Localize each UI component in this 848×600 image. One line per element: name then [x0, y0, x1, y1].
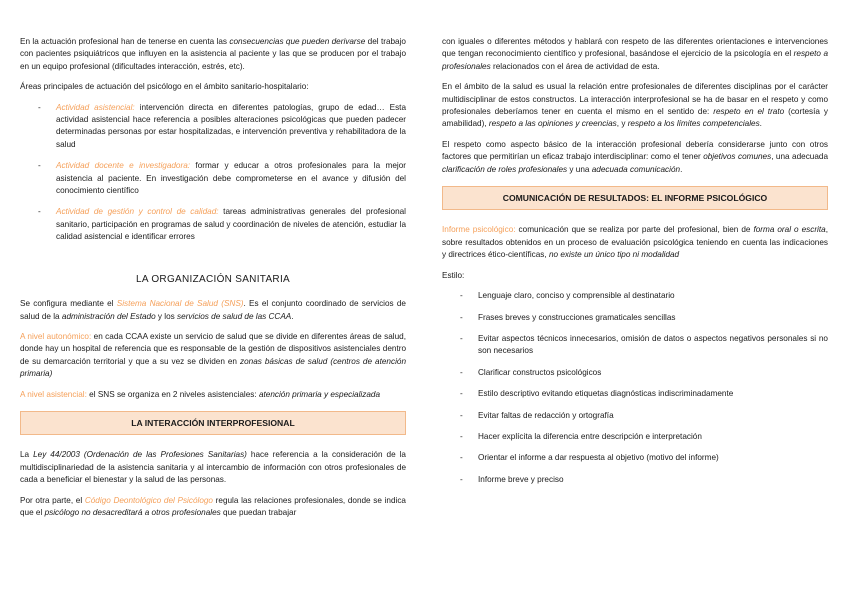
text: (cortesía y amabilidad),	[442, 107, 828, 129]
bullet-dash: -	[460, 431, 463, 441]
bullet-dash: -	[460, 453, 463, 463]
list-item	[442, 474, 828, 486]
section-title-organizacion: LA ORGANIZACIÓN SANITARIA	[135, 273, 290, 285]
estilo-text: Frases breves y construcciones gramaticales sencillas	[478, 312, 676, 322]
nivel-autonomico-label: A nivel autonómico:	[20, 331, 92, 341]
emphasis: respeto a profesionales	[442, 49, 828, 71]
area-label: Actividad de gestión y control de calidad:	[56, 207, 219, 217]
text: el SNS se organiza en 2 niveles asistenciales:	[86, 389, 259, 399]
right-paragraph-2	[442, 81, 828, 131]
text: en cada CCAA existe un servicio de salud que se divide en diferentes áreas de salud, donde hay un hospital de referencia que es responsable de la gestión de dispositivos asistenciales dentro de su demarcación territorial y que a su vez se dividen en	[20, 331, 406, 366]
text: hace referencia a la consideración de la multidisciplinariedad de la asistencia sanitaria y al intercambio de información con otros profesionales de cada a beneficiar el bienestar y la salud de las personas.	[20, 450, 406, 485]
area-label: Actividad asistencial:	[56, 102, 135, 112]
bullet-dash: -	[38, 207, 41, 217]
emphasis: Ley 44/2003 (Ordenación de las Profesiones Sanitarias)	[33, 450, 247, 460]
emphasis: administración del Estado	[61, 311, 156, 321]
bullet-dash: -	[460, 291, 463, 301]
emphasis: no existe un único tipo ni modalidad	[548, 250, 680, 260]
nivel-asistencial-label: A nivel asistencial:	[20, 389, 87, 399]
list-item	[20, 160, 406, 197]
inter-paragraph-2	[20, 495, 406, 520]
intro-text-1: En la actuación profesional han de tenerse en cuenta las	[20, 37, 230, 46]
areas-heading: Áreas principales de actuación del psicólogo en el ámbito sanitario-hospitalario:	[20, 82, 309, 92]
section-title-interaccion: LA INTERACCIÓN INTERPROFESIONAL	[20, 411, 406, 435]
estilo-label: Estilo:	[442, 270, 465, 280]
list-item	[442, 388, 828, 400]
emphasis: respeto a las opiniones y creencias	[488, 119, 617, 129]
text: .	[680, 164, 683, 174]
bullet-dash: -	[460, 333, 463, 343]
list-item	[442, 290, 828, 302]
areas-list	[20, 102, 406, 244]
estilo-list	[442, 290, 828, 486]
text: Por otra parte, el	[20, 495, 85, 505]
text: En el ámbito de la salud es usual la relación entre profesionales de diferentes disciplinas por el carácter multidisciplinar de estos constructos. La interacción interprofesional se ha de basar en el respeto y como profesionales deberíamos tener en cuenta el mismo en el sentido de:	[442, 82, 828, 117]
emphasis: respeto a los límites competenciales	[627, 119, 760, 129]
right-paragraph-1	[442, 36, 828, 73]
estilo-text: Informe breve y preciso	[478, 474, 564, 484]
area-text: formar y educar a otros profesionales para la mejor asistencia al paciente. En investigación debe comprometerse en el avance y difusión del conocimiento científico	[56, 161, 406, 196]
list-item	[20, 206, 406, 243]
estilo-text: Lenguaje claro, conciso y comprensible al destinatario	[478, 291, 675, 301]
text: comunicación que se realiza por parte del profesional, bien de	[515, 225, 754, 235]
list-item	[442, 312, 828, 324]
emphasis: zonas básicas de salud (centros de atención primaria)	[20, 356, 407, 379]
text: y los	[155, 311, 178, 321]
text: .	[291, 311, 294, 321]
emphasis: forma oral o escrita	[753, 225, 826, 235]
emphasis: respeto en el trato	[713, 107, 785, 117]
inter-paragraph-1	[20, 449, 406, 486]
intro-emphasis: consecuencias que pueden derivarse	[229, 37, 366, 46]
text: con iguales o diferentes métodos y hablará con respeto de las diferentes orientaciones e intervenciones que tengan reconocimiento científico y profesional, basándose el ejercicio de la psicología en el	[442, 37, 828, 59]
list-item	[442, 367, 828, 379]
right-paragraph-3	[442, 139, 828, 176]
text: Se configura mediante el	[20, 299, 117, 309]
text: regula las relaciones profesionales, donde se indica que el	[20, 495, 406, 517]
left-column	[20, 36, 406, 527]
bullet-dash: -	[460, 474, 463, 484]
list-item	[442, 333, 828, 358]
area-text: intervención directa en diferentes patologías, grupo de edad… Esta actividad asistencial hace referencia a posibles alteraciones psicológicas que pueden padecer determinadas personas por estar hospitalizadas, e intervención preventiva y rehabilitadora de la salud	[56, 102, 406, 149]
list-item	[442, 431, 828, 443]
bullet-dash: -	[38, 161, 41, 171]
bullet-dash: -	[38, 102, 41, 112]
informe-label: Informe psicológico:	[442, 225, 516, 235]
org-paragraph-1	[20, 298, 406, 323]
text: , y	[616, 119, 628, 129]
org-paragraph-2	[20, 331, 406, 381]
estilo-text: Orientar el informe a dar respuesta al objetivo (motivo del informe)	[478, 453, 719, 463]
text: El respeto como aspecto básico de la interacción profesional debería considerarse junto con otros factores que permitirían un eficaz trabajo interdisciplinar: como el tener	[442, 139, 828, 162]
text: La	[20, 450, 34, 460]
bullet-dash: -	[460, 389, 463, 399]
area-label: Actividad docente e investigadora:	[56, 161, 191, 171]
informe-paragraph	[442, 224, 828, 261]
intro-paragraph	[20, 36, 406, 73]
list-item	[442, 452, 828, 464]
text: .	[759, 119, 762, 129]
emphasis: atención primaria y especializada	[258, 389, 380, 399]
bullet-dash: -	[460, 312, 463, 322]
estilo-text: Evitar aspectos técnicos innecesarios, omisión de datos o aspectos negativos personales si no son necesarios	[478, 333, 828, 356]
estilo-text: Evitar faltas de redacción y ortografía	[478, 410, 614, 420]
right-column	[442, 36, 828, 495]
text: , sobre resultados obtenidos en un proceso de evaluación psicológica teniendo en cuenta las indicaciones y directrices ético-científicas,	[442, 225, 828, 260]
text: que puedan trabajar	[220, 507, 297, 517]
estilo-text: Clarificar constructos psicológicos	[478, 367, 602, 377]
org-paragraph-3	[20, 389, 406, 401]
emphasis: adecuada comunicación	[591, 164, 681, 174]
emphasis: psicólogo no desacreditará a otros profesionales	[44, 507, 221, 517]
intro-text-2: del trabajo con pacientes psiquiátricos que influyen en la asistencia al paciente y las que se producen por el trabajo en un equipo profesional (dificultades interacción, estrés, etc).	[20, 37, 406, 71]
list-item	[20, 102, 406, 152]
text: relacionados con el área de actividad de esta.	[490, 61, 660, 71]
emphasis: servicios de salud de las CCAA	[177, 311, 292, 321]
sns-term: Sistema Nacional de Salud (SNS)	[116, 299, 244, 309]
text: y una	[567, 164, 592, 174]
codigo-term: Código Deontológico del Psicólogo	[84, 495, 213, 505]
area-text: tareas administrativas generales del profesional sanitario, participación en programas de salud y coordinación de niveles de atención, estudiar la calidad asistencial e identificar errores	[56, 207, 406, 242]
bullet-dash: -	[460, 410, 463, 420]
emphasis: objetivos comunes	[703, 152, 772, 162]
section-title-comunicacion: COMUNICACIÓN DE RESULTADOS: EL INFORME PSICOLÓGICO	[442, 186, 828, 210]
estilo-text: Hacer explícita la diferencia entre descripción e interpretación	[478, 431, 702, 441]
bullet-dash: -	[460, 367, 463, 377]
emphasis: clarificación de roles profesionales	[442, 164, 568, 174]
text: , una adecuada	[771, 152, 829, 162]
text: . Es el conjunto coordinado de servicios de salud de la	[20, 299, 406, 321]
estilo-text: Estilo descriptivo evitando etiquetas diagnósticas indiscriminadamente	[478, 389, 734, 399]
list-item	[442, 410, 828, 422]
